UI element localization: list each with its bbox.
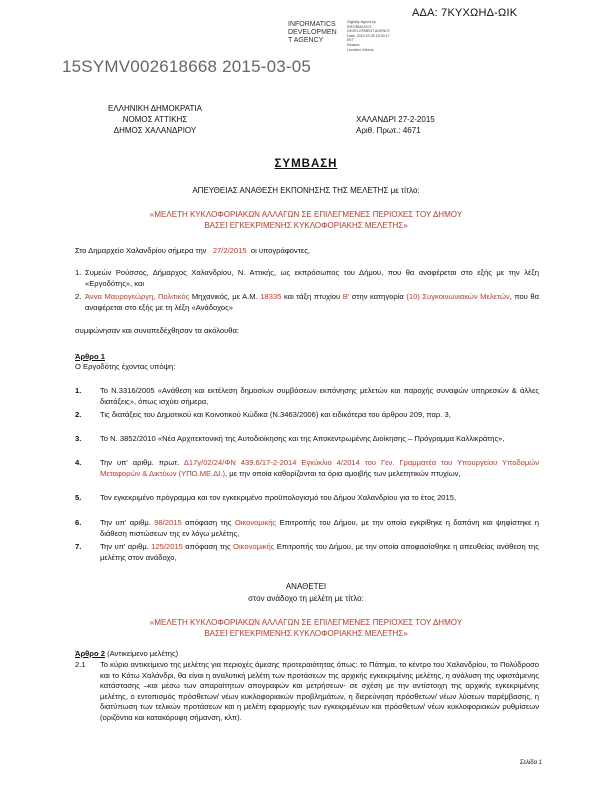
protocol-value: 4671 <box>402 126 421 135</box>
study-title-line: «ΜΕΛΕΤΗ ΚΥΚΛΟΦΟΡΙΑΚΩΝ ΑΛΛΑΓΩΝ ΣΕ ΕΠΙΛΕΓΜΕΝΕΣ ΠΕΡΙΟΧΕΣ ΤΟΥ ΔΗΜΟΥ <box>149 618 463 627</box>
signature-line: DEVELOPMENT AGENCY <box>347 29 391 34</box>
letterhead-right <box>356 114 435 136</box>
item-number: 1. <box>75 386 82 395</box>
item-number: 2. <box>75 410 82 419</box>
party-2-end: , που θα αναφέρεται στο εξής με τη λέξη «Ανάδοχος» <box>85 292 539 312</box>
item-7-committee: Οικονομικής <box>233 542 275 551</box>
letterhead-line: ΔΗΜΟΣ ΧΑΛΑΝΔΡΙΟΥ <box>113 126 197 135</box>
signature-line: INFORMATICS <box>347 24 372 29</box>
study-title-line: ΒΑΣΕΙ ΕΓΚΕΚΡΙΜΕΝΗΣ ΚΥΚΛΟΦΟΡΙΑΚΗΣ ΜΕΛΕΤΗΣ» <box>204 221 408 230</box>
item-number: 7. <box>75 542 82 551</box>
item-7-post: Επιτροπής του Δήμου, με την οποία αποφασίσθηκε η απευθείας ανάθεση της μελέτης στον ανάδοχο, <box>100 542 539 562</box>
item-6 <box>100 518 539 539</box>
item-2: Τις διατάξεις του Δημοτικού και Κοινοτικού Κώδικα (Ν.3463/2006) και ειδικότερα του άρθρου 209, παρ. 3, <box>100 410 451 419</box>
item-5: Τον εγκεκριμένο πρόγραμμα και τον εγκεκριμένο προϋπολογισμό του Δήμου Χαλανδρίου για το έτος 2015, <box>100 493 457 502</box>
item-6-post: Επιτροπής του Δήμου, με την οποία εγκρίθηκε η δαπάνη και ψηφίστηκε η διάθεση πιστώσεων της εν λόγω μελέτης, <box>100 518 539 538</box>
letterhead-line: ΝΟΜΟΣ ΑΤΤΙΚΗΣ <box>122 115 188 124</box>
article-2-subject: (Αντικείμενο μελέτης) <box>107 649 179 658</box>
item-6-committee: Οικονομικής <box>234 518 277 527</box>
agency-line: INFORMATICS <box>288 21 336 28</box>
digital-signature <box>347 20 390 52</box>
signature-line: Digitally signed by <box>347 20 376 24</box>
item-1: Το Ν.3316/2005 «Ανάθεση και εκτέλεση δημοσίων συμβάσεων εκπόνησης μελετών και παροχής συναφών υπηρεσιών & άλλες διατάξεις», όπως ισχύει σήμερα, <box>100 386 539 406</box>
party-2-am: 18335 <box>260 292 282 301</box>
agency-line: DEVELOPMEN <box>288 29 337 36</box>
item-4-pre: Την υπ' αριθμ. πρωτ. <box>100 458 180 467</box>
item-7-pre: Την υπ' αριθμ. <box>100 542 149 551</box>
letterhead-line: ΕΛΛΗΝΙΚΗ ΔΗΜΟΚΡΑΤΙΑ <box>108 104 202 113</box>
item-number: 4. <box>75 458 82 467</box>
letterhead-left <box>108 103 202 136</box>
signature-line: EET <box>347 38 354 43</box>
item-7-mid: απόφαση της <box>185 542 231 551</box>
item-4-post: , με την οποία καθορίζονται τα όρια αμοιβής των μελετητικών πτυχίων, <box>225 468 461 478</box>
item-4 <box>100 458 539 479</box>
intro-line <box>75 246 310 257</box>
item-number: 3. <box>75 434 82 443</box>
article-1-title: Άρθρο 1 <box>75 352 105 361</box>
item-7 <box>100 542 539 563</box>
place-date: ΧΑΛΑΝΔΡΙ 27-2-2015 <box>356 115 435 124</box>
intro-pre: Στο Δημαρχείο Χαλανδρίου σήμερα την <box>75 246 207 255</box>
clause-number: 2.1 <box>75 660 86 669</box>
party-2-mid2: και τάξη πτυχίου <box>283 292 341 301</box>
study-title-line: ΒΑΣΕΙ ΕΓΚΕΚΡΙΜΕΝΗΣ ΚΥΚΛΟΦΟΡΙΑΚΗΣ ΜΕΛΕΤΗΣ» <box>204 629 408 638</box>
party-2-mid3: στην κατηγορία <box>351 292 404 301</box>
page-number: Σελίδα 1 <box>519 760 542 766</box>
agency-line: T AGENCY <box>288 37 324 44</box>
agency-name <box>288 21 337 45</box>
party-2-category: (10) Συγκοινωνιακών Μελετών <box>406 292 510 301</box>
signature-line: Date: 2015.03.05 15:30:17 <box>347 33 390 38</box>
party-2-name: Άννα Μαυρογεώργη, Πολιτικός <box>85 292 190 301</box>
intro-date: 27/2/2015 <box>212 246 247 255</box>
party-2-class: Β' <box>342 292 350 301</box>
assigns-heading: ΑΝΑΘΕΤΕΙ <box>285 582 327 591</box>
document-id: 15SYMV002618668 2015-03-05 <box>62 57 312 76</box>
party-number: 1. <box>75 268 82 277</box>
item-4-circular: Δ17γ/02/24/ΦΝ 439.6/17-2-2014 Εγκύκλιο 4/2014 του Γεν. Γραμματέα του Υπουργείου Υποδομών Μεταφορών & Δικτύων (ΥΠΟ.ΜΕ.ΔΙ.) <box>100 458 539 478</box>
item-6-decision: 98/2015 <box>154 518 182 527</box>
agreed-line: συμφώνησαν και συναπεδέχθησαν τα ακόλουθα: <box>75 326 239 335</box>
study-title-line: «ΜΕΛΕΤΗ ΚΥΚΛΟΦΟΡΙΑΚΩΝ ΑΛΛΑΓΩΝ ΣΕ ΕΠΙΛΕΓΜΕΝΕΣ ΠΕΡΙΟΧΕΣ ΤΟΥ ΔΗΜΟΥ <box>149 210 463 219</box>
party-number: 2. <box>75 292 82 301</box>
party-1: Συμεών Ρούσσος, Δήμαρχος Χαλανδρίου, Ν. Αττικής, ως εκπρόσωπος του Δήμου, που θα αναφέρεται στο εξής με την λέξη «Εργοδότης», και <box>85 268 539 288</box>
protocol-label: Αριθ. Πρωτ.: <box>356 126 401 135</box>
article-1-lead: Ο Εργοδότης έχοντας υπόψη: <box>75 362 176 371</box>
item-number: 6. <box>75 518 82 527</box>
item-7-decision: 125/2015 <box>151 542 183 551</box>
intro-post: οι υπογράφοντες, <box>250 246 310 255</box>
party-2-mid: Μηχανικός, με Α.Μ. <box>191 292 258 301</box>
document-title: ΣΥΜΒΑΣΗ <box>274 158 338 170</box>
article-2-title <box>75 649 178 660</box>
item-number: 5. <box>75 493 82 502</box>
item-6-mid: απόφαση της <box>185 518 232 527</box>
ada-code: ΑΔΑ: 7ΚΥΧΩΗΔ-ΩΙΚ <box>412 7 518 19</box>
item-6-pre: Την υπ' αριθμ. <box>100 518 151 527</box>
article-2-heading: Άρθρο 2 <box>75 649 105 658</box>
signature-line: Reason: <box>347 42 361 47</box>
signature-line: Location: Athens <box>347 47 374 52</box>
assigns-subheading: στον ανάδοχο τη μελέτη με τίτλο: <box>248 594 364 603</box>
item-3: Το Ν. 3852/2010 «Νέα Αρχιτεκτονική της Αυτοδιοίκησης και της Αποκεντρωμένης Διοίκησης – Πρόγραμμα Καλλικράτης», <box>100 434 505 443</box>
study-title <box>0 209 612 231</box>
study-title-repeat <box>0 617 612 639</box>
document-subtitle: ΑΠΕΥΘΕΙΑΣ ΑΝΑΘΕΣΗ ΕΚΠΟΝΗΣΗΣ ΤΗΣ ΜΕΛΕΤΗΣ με τίτλο: <box>192 186 420 195</box>
party-2 <box>85 292 539 313</box>
protocol-number <box>356 125 435 136</box>
article-2-text: Το κύριο αντικείμενο της μελέτης για περιοχές άμεσης προτεραιότητας όπως: το Πάτημα, το κέντρο του Χαλανδρίου, το Πολύδροσο και το Κάτω Χαλάνδρι, θα είναι η αναλυτική μελέτη των προτάσεων της αρχικής εγκεκριμένης μελέτης, η ανάλυση της υφιστάμενης κατάστασης –και μέσω των απαραίτητων απογραφών και μετρήσεων- σε σχέση με την αντίστοιχη της αρχικής εγκεκριμένης μελέτης, ο εντοπισμός πρόσθετων/ νέων κυκλοφοριακών προβλημάτων, η διερεύνηση πρόσθετων/ νέων λύσεων παρέμβασης, η διατύπωση των τελικών προτάσεων και η μελέτη εφαρμογής των εγκεκριμένων και πρόσθετων/ νέων κυκλοφοριακών ρυθμίσεων (οριζόντια και κατακόρυφη σήμανση, κλπ). <box>100 660 539 722</box>
